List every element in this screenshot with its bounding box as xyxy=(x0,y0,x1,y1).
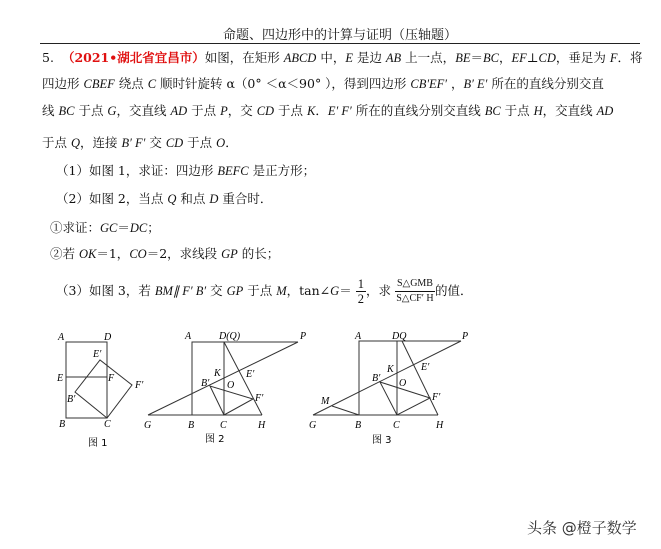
math-symbol: ABCD xyxy=(283,51,317,65)
section-title: 命题、四边形中的计算与证明（压轴题） xyxy=(222,28,457,43)
label-O: O xyxy=(227,380,235,391)
watermark: 头条 @橙子数学 xyxy=(527,519,637,537)
text: ，交直线 xyxy=(116,103,171,118)
label-E: E xyxy=(57,373,64,384)
text: M xyxy=(276,284,287,298)
numerator: 1 xyxy=(357,277,364,291)
label-E-prime: E′ xyxy=(421,362,430,373)
text: 中， xyxy=(316,50,346,65)
text: 如图，在矩形 xyxy=(204,50,284,65)
math-symbol: CBEF xyxy=(83,77,115,91)
label-D-Q: D(Q) xyxy=(219,331,241,342)
text: 线 xyxy=(42,103,59,118)
math-symbol: C xyxy=(147,77,157,91)
math-symbol: BC xyxy=(58,104,75,118)
text: 绕点 xyxy=(114,76,148,91)
label-H: H xyxy=(436,420,444,431)
text: 和点 xyxy=(176,191,210,206)
label-E-prime: E′ xyxy=(93,349,102,360)
math-symbol: BE xyxy=(455,51,471,65)
math-symbol: BEFC xyxy=(217,164,249,178)
label-H: H xyxy=(258,420,266,431)
label-C: C xyxy=(220,420,227,431)
label-P: P xyxy=(462,331,469,342)
text: ， xyxy=(447,76,464,91)
label-K: K xyxy=(214,368,221,379)
text: BM∥ F′ B′ xyxy=(154,284,207,298)
math-symbol: AD xyxy=(596,104,614,118)
label-A: A xyxy=(185,331,192,342)
text: ， xyxy=(498,50,512,65)
label-G: G xyxy=(144,420,152,431)
figure-1-caption: 图 1 xyxy=(88,438,108,449)
label-B-prime: B′ xyxy=(67,394,76,405)
text: ＝ xyxy=(339,283,352,298)
math-symbol: E′ F′ xyxy=(327,104,352,118)
text: ，交 xyxy=(227,103,257,118)
label-G: G xyxy=(309,420,317,431)
text: 于点 xyxy=(74,103,108,118)
math-symbol: B′ E′ xyxy=(463,77,488,91)
figure-3 xyxy=(313,341,461,415)
math-symbol: BC xyxy=(482,51,499,65)
text: 于点 xyxy=(274,103,308,118)
text: ．将 xyxy=(617,50,643,65)
text: 于点 xyxy=(187,103,221,118)
text: 于点 xyxy=(183,135,217,150)
label-O: O xyxy=(399,378,407,389)
math-symbol: GP xyxy=(221,247,238,261)
text: 是正方形； xyxy=(248,163,316,178)
text: （3）如图 3，若 xyxy=(56,283,155,298)
math-symbol: P xyxy=(220,104,228,118)
math-symbol: CO xyxy=(129,247,147,261)
figure-2-labels xyxy=(144,331,306,445)
math-symbol: GC xyxy=(100,221,118,235)
math-symbol: OK xyxy=(78,247,97,261)
math-symbol: CD xyxy=(165,136,184,150)
text: 交 xyxy=(206,283,227,298)
label-B-prime: B′ xyxy=(201,378,210,389)
text: ＝ xyxy=(117,220,130,235)
problem-source: （2021•湖北省宜昌市） xyxy=(61,50,205,65)
problem-number: 5. xyxy=(42,50,54,65)
text: 于点 xyxy=(243,283,277,298)
text: G xyxy=(330,284,340,298)
math-symbol: BC xyxy=(484,104,501,118)
math-symbol: O xyxy=(216,136,226,150)
text: ①求证： xyxy=(50,220,101,235)
text: ，连接 xyxy=(80,135,122,150)
text: ，垂足为 xyxy=(555,50,610,65)
text: ⊥ xyxy=(526,50,539,65)
figure-2 xyxy=(148,342,298,415)
math-symbol: AD xyxy=(170,104,188,118)
text: ，交直线 xyxy=(542,103,597,118)
math-symbol: K xyxy=(307,104,316,118)
denominator: 2 xyxy=(357,292,364,306)
label-A: A xyxy=(58,332,65,343)
denominator: S△CF′ H xyxy=(396,293,434,304)
label-M: M xyxy=(321,396,330,407)
label-C: C xyxy=(104,419,111,430)
label-B: B xyxy=(188,420,195,431)
math-symbol: CD xyxy=(538,51,556,65)
text: ，求 xyxy=(365,283,391,298)
text: 于点 xyxy=(500,103,534,118)
numerator: S△GMB xyxy=(395,277,435,292)
text: 顺时针旋转 α（0° ＜α＜90° ），得到四边形 xyxy=(156,76,411,91)
text: ． xyxy=(225,135,238,150)
text: 的长； xyxy=(237,246,280,261)
math-symbol: B′ F′ xyxy=(121,136,146,150)
math-symbol: E xyxy=(345,51,353,65)
math-symbol: AB xyxy=(385,51,402,65)
text: ． xyxy=(315,103,328,118)
text: 是边 xyxy=(352,50,386,65)
text: 的值． xyxy=(434,283,473,298)
figure-3-caption: 图 3 xyxy=(372,435,392,446)
math-symbol: Q xyxy=(70,136,81,150)
text: ＝ xyxy=(470,50,483,65)
label-B: B xyxy=(59,419,66,430)
label-F: F xyxy=(108,373,115,384)
math-symbol: CD xyxy=(256,104,275,118)
figure-2-caption: 图 2 xyxy=(205,434,225,445)
math-symbol: D xyxy=(209,192,219,206)
label-B-prime: B′ xyxy=(372,373,381,384)
text: 于点 xyxy=(42,135,71,150)
text: 所在的直线分别交直 xyxy=(487,76,604,91)
text: ＝1， xyxy=(96,246,130,261)
label-F-prime: F′ xyxy=(432,392,441,403)
label-P: P xyxy=(300,331,307,342)
label-F-prime: F′ xyxy=(135,380,144,391)
math-symbol: Q xyxy=(167,192,177,206)
label-E-prime: E′ xyxy=(246,369,255,380)
label-D: D xyxy=(104,332,112,343)
math-symbol: DC xyxy=(129,221,148,235)
math-symbol: F xyxy=(609,51,618,65)
label-K: K xyxy=(387,364,394,375)
label-C: C xyxy=(393,420,400,431)
text: ＝2，求线段 xyxy=(146,246,222,261)
text: 所在的直线分别交直线 xyxy=(351,103,485,118)
text: 重合时． xyxy=(218,191,273,206)
text: ，tan∠ xyxy=(286,283,331,298)
label-A: A xyxy=(355,331,362,342)
label-B: B xyxy=(355,420,362,431)
text: （1）如图 1，求证：四边形 xyxy=(56,163,218,178)
text: 交 xyxy=(145,135,166,150)
text: 四边形 xyxy=(42,76,84,91)
text: GP xyxy=(226,284,244,298)
math-symbol: G xyxy=(107,104,117,118)
text: ； xyxy=(147,220,160,235)
text: ②若 xyxy=(50,246,79,261)
figure-1-labels xyxy=(56,332,144,449)
text: 上一点， xyxy=(401,50,456,65)
label-D-Q: DQ xyxy=(392,331,407,342)
math-symbol: CB'EF′ xyxy=(410,77,448,91)
figure-3-labels xyxy=(309,331,468,446)
label-F-prime: F′ xyxy=(255,393,264,404)
math-symbol: EF xyxy=(511,51,527,65)
text: （2）如图 2，当点 xyxy=(56,191,168,206)
math-symbol: H xyxy=(533,104,543,118)
